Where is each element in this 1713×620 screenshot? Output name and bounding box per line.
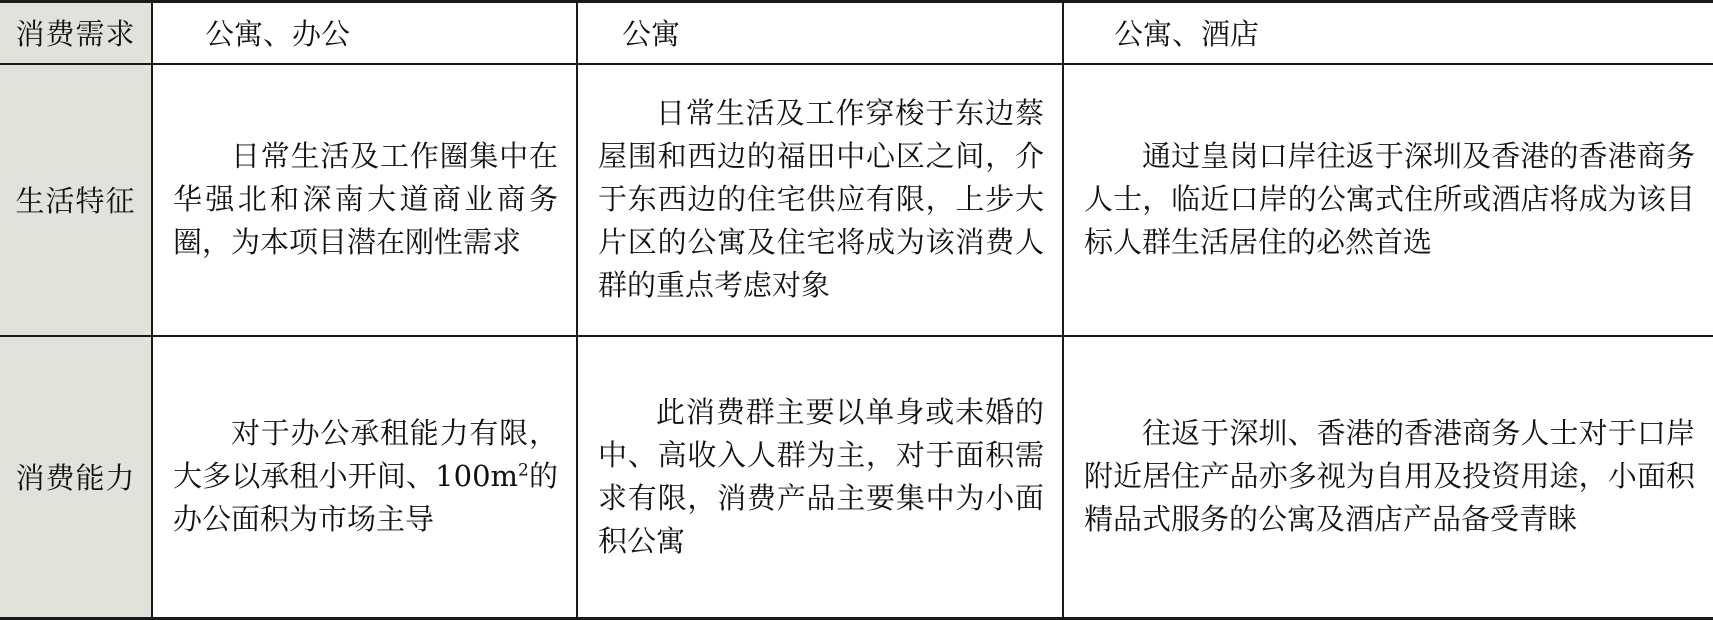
superscript-two: 2 [518,460,529,481]
table-cell [152,336,577,619]
header-col2: 公寓 [622,17,681,52]
cell-text-spending-col3: 往返于深圳、香港的香港商务人士对于口岸附近居住产品亦多视为自用及投资用途，小面积精品式服务的公寓及酒店产品备受青睐 [1084,416,1695,537]
cell-text-lifestyle-col2: 日常生活及工作穿梭于东边蔡屋围和西边的福田中心区之间，介于东西边的住宅供应有限，上步大片区的公寓及住宅将成为该消费人群的重点考虑对象 [598,96,1044,302]
header-col3-cell [1063,2,1713,64]
cell-text-lifestyle-col3: 通过皇岗口岸往返于深圳及香港的香港商务人士，临近口岸的公寓式住所或酒店将成为该目标人群生活居住的必然首选 [1084,139,1695,259]
table-header-row [0,2,1713,64]
table-cell [1063,64,1713,336]
header-label: 消费需求 [15,17,136,52]
header-col1: 公寓、办公 [205,17,351,52]
row-label-cell [0,336,152,619]
row-label-spending-power: 消费能力 [15,461,136,496]
header-col3: 公寓、酒店 [1114,17,1260,52]
table-row [0,336,1713,619]
table-cell [152,64,577,336]
cell-text-lifestyle-col1: 日常生活及工作圈集中在华强北和深南大道商业商务圈，为本项目潜在刚性需求 [173,139,558,259]
row-label-lifestyle: 生活特征 [15,184,136,218]
cell-text-spending-col2: 此消费群主要以单身或未婚的中、高收入人群为主，对于面积需求有限，消费产品主要集中为小面积公寓 [598,394,1044,558]
cell-text-spending-col1 [173,412,558,541]
header-col2-cell [577,2,1063,64]
header-col1-cell [152,2,577,64]
cell-text-spending-col1-part1: 对于办公承租能力有限，大多以承租小开间、100m [173,416,558,494]
header-label-cell [0,2,152,64]
table-cell [577,64,1063,336]
cell-text-spending-col1-part2: 的办公面积为市场主导 [173,459,558,537]
row-label-cell [0,64,152,336]
table-row [0,64,1713,336]
table-cell [577,336,1063,619]
table-cell [1063,336,1713,619]
